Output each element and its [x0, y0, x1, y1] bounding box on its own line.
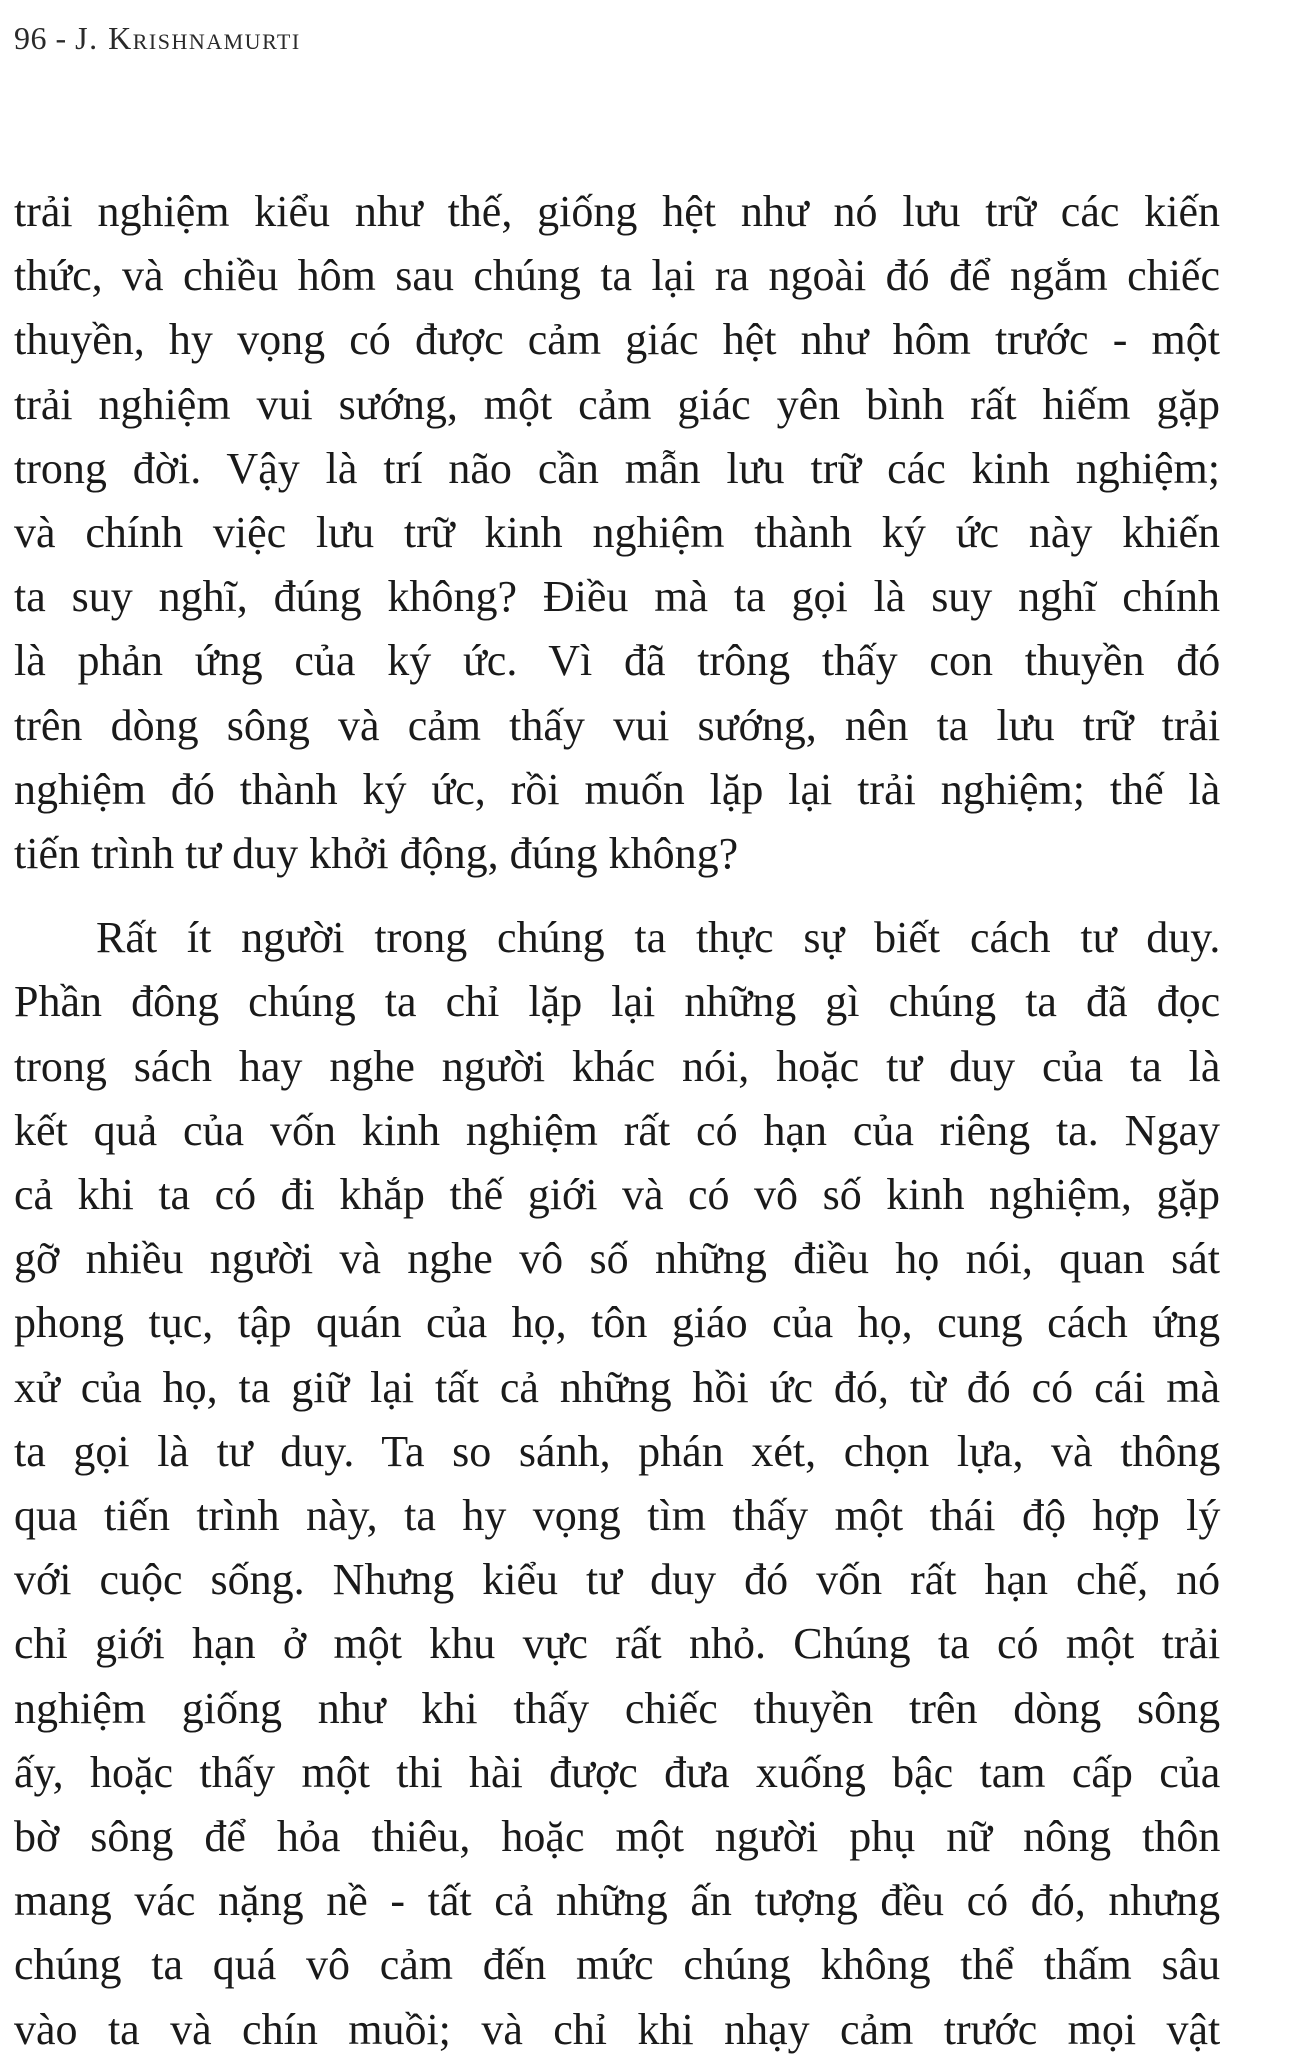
header-separator: -	[47, 20, 76, 56]
running-header	[14, 18, 301, 58]
text-line: trong sách hay nghe người khác nói, hoặc tư duy của ta là	[14, 1041, 1221, 1091]
text-line: Rất ít người trong chúng ta thực sự biết cách tư duy.	[96, 913, 1221, 963]
text-line: trên dòng sông và cảm thấy vui sướng, nên ta lưu trữ trải	[14, 700, 1221, 750]
text-line: gỡ nhiều người và nghe vô số những điều họ nói, quan sát	[14, 1234, 1220, 1284]
text-line: phong tục, tập quán của họ, tôn giáo của họ, cung cách ứng	[14, 1298, 1221, 1348]
text-line: tiến trình tư duy khởi động, đúng không?	[14, 829, 739, 879]
text-line: thuyền, hy vọng có được cảm giác hệt như hôm trước - một	[14, 315, 1220, 365]
body-text	[14, 180, 1220, 2062]
text-line: ta gọi là tư duy. Ta so sánh, phán xét, chọn lựa, và thông	[14, 1426, 1221, 1476]
text-line: nghiệm đó thành ký ức, rồi muốn lặp lại trải nghiệm; thế là	[14, 764, 1221, 814]
paragraph-2	[14, 906, 1220, 2062]
text-line: bờ sông để hỏa thiêu, hoặc một người phụ nữ nông thôn	[14, 1812, 1221, 1862]
text-line: chỉ giới hạn ở một khu vực rất nhỏ. Chúng ta có một trải	[14, 1619, 1221, 1669]
text-line: và chính việc lưu trữ kinh nghiệm thành ký ức này khiến	[14, 508, 1220, 558]
paragraph-1	[14, 180, 1220, 886]
text-line: Phần đông chúng ta chỉ lặp lại những gì chúng ta đã đọc	[14, 977, 1221, 1027]
text-line: cả khi ta có đi khắp thế giới và có vô số kinh nghiệm, gặp	[14, 1170, 1220, 1220]
text-line: trải nghiệm vui sướng, một cảm giác yên bình rất hiếm gặp	[14, 379, 1220, 429]
text-line: nghiệm giống như khi thấy chiếc thuyền trên dòng sông	[14, 1683, 1221, 1733]
text-line: xử của họ, ta giữ lại tất cả những hồi ức đó, từ đó có cái mà	[14, 1362, 1220, 1412]
text-line: vào ta và chín muồi; và chỉ khi nhạy cảm trước mọi vật	[14, 2004, 1221, 2054]
text-line: ta suy nghĩ, đúng không? Điều mà ta gọi là suy nghĩ chính	[14, 572, 1220, 622]
text-line: thức, và chiều hôm sau chúng ta lại ra ngoài đó để ngắm chiếc	[14, 251, 1220, 301]
text-line: qua tiến trình này, ta hy vọng tìm thấy một thái độ hợp lý	[14, 1491, 1221, 1541]
page-number: 96	[14, 20, 47, 56]
text-line: trong đời. Vậy là trí não cần mẫn lưu trữ các kinh nghiệm;	[14, 443, 1220, 493]
author-name: J. Krishnamurti	[75, 20, 301, 56]
text-line: kết quả của vốn kinh nghiệm rất có hạn của riêng ta. Ngay	[14, 1105, 1220, 1155]
text-line: trải nghiệm kiểu như thế, giống hệt như nó lưu trữ các kiến	[14, 187, 1220, 236]
text-line: ấy, hoặc thấy một thi hài được đưa xuống bậc tam cấp của	[14, 1747, 1221, 1797]
text-line: mang vác nặng nề - tất cả những ấn tượng đều có đó, nhưng	[14, 1876, 1221, 1926]
text-line: chúng ta quá vô cảm đến mức chúng không thể thấm sâu	[14, 1940, 1221, 1990]
text-line: là phản ứng của ký ức. Vì đã trông thấy con thuyền đó	[14, 636, 1221, 686]
text-line: với cuộc sống. Nhưng kiểu tư duy đó vốn rất hạn chế, nó	[14, 1555, 1221, 1605]
